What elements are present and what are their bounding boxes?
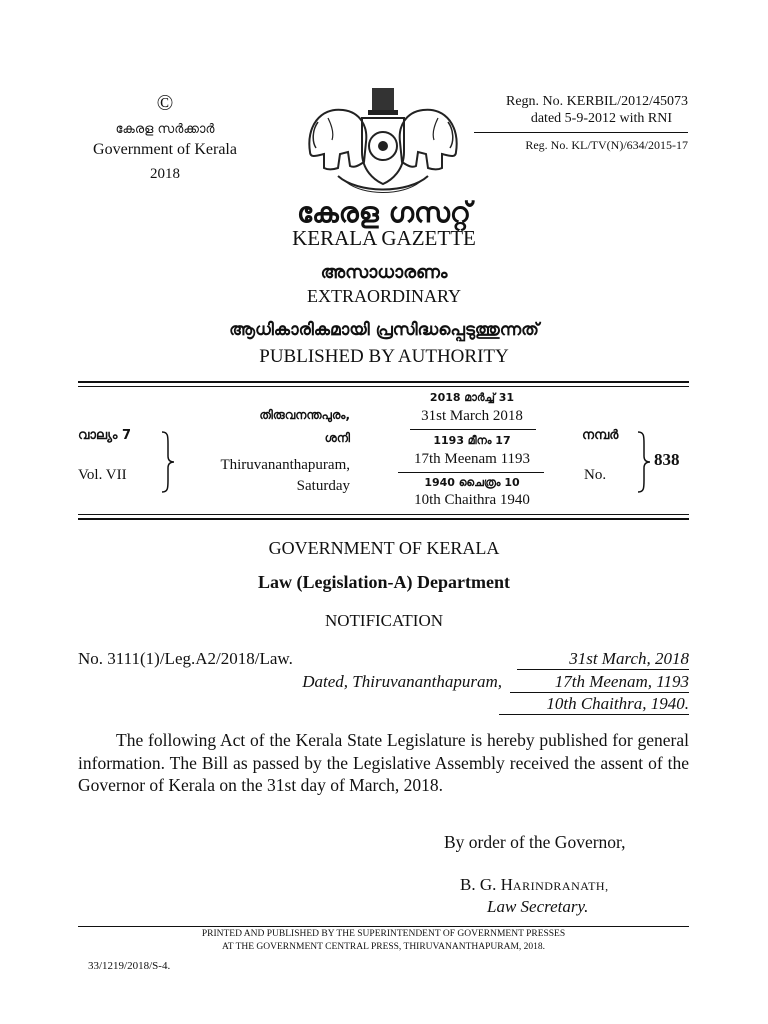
volume-ml: വാല്യം 7 [78, 428, 132, 443]
gazette-title-en: KERALA GAZETTE [292, 226, 476, 250]
header-year: 2018 [150, 166, 180, 182]
notice-type: NOTIFICATION [324, 611, 444, 630]
date-en-2: 17th Meenam 1193 [413, 451, 531, 467]
date-ml-3: 1940 ചൈത്രം 10 [424, 476, 520, 489]
issue-rule-bottom-2 [78, 518, 689, 520]
notice-date-meenam: 17th Meenam, 1193 [554, 672, 689, 691]
number-label-en: No. [584, 467, 607, 483]
footer-printed-1: PRINTED AND PUBLISHED BY THE SUPERINTENDENT OF GOVERNMENT PRESSES [201, 929, 566, 939]
notice-date-rule-3 [499, 714, 689, 715]
notice-date-chaithra: 10th Chaithra, 1940. [546, 694, 689, 713]
notice-date-rule-2 [510, 692, 689, 693]
notice-government: GOVERNMENT OF KERALA [268, 538, 500, 558]
reference-number: No. 3111(1)/Leg.A2/2018/Law. [78, 649, 293, 668]
brace-icon [636, 430, 652, 494]
footer-rule [78, 926, 689, 927]
date-rule-2 [398, 472, 544, 473]
copyright-symbol: © [156, 90, 174, 115]
brace-left [160, 430, 176, 499]
day-en: Saturday [296, 478, 350, 494]
date-en-3: 10th Chaithra 1940 [414, 492, 530, 508]
issue-number: 838 [654, 450, 680, 469]
issue-rule-top-1 [78, 381, 689, 383]
by-order: By order of the Governor, [444, 832, 626, 852]
brace-right [636, 430, 652, 499]
govt-name-en: Government of Kerala [93, 141, 237, 158]
brace-icon [160, 430, 176, 494]
signatory-surname: ARINDRANATH, [512, 879, 609, 893]
gazette-title-ml: കേരള ഗസറ്റ് [296, 196, 472, 229]
date-ml-1: 2018 മാർച്ച് 31 [429, 391, 515, 404]
date-en-1: 31st March 2018 [421, 408, 523, 424]
day-ml: ശനി [324, 431, 350, 445]
issue-rule-top-2 [78, 386, 689, 387]
reg-number: Reg. No. KL/TV(N)/634/2015-17 [525, 138, 688, 152]
regn-line-2: dated 5-9-2012 with RNI [530, 111, 672, 126]
header-rule [474, 132, 688, 133]
issue-rule-bottom-1 [78, 514, 689, 515]
signatory-name [460, 875, 690, 895]
authority-ml: ആധികാരികമായി പ്രസിദ്ധപ്പെടുത്തുന്നത് [229, 320, 539, 340]
signatory-title: Law Secretary. [487, 897, 589, 916]
authority-en: PUBLISHED BY AUTHORITY [259, 346, 509, 367]
extraordinary-ml: അസാധാരണം [320, 262, 448, 283]
signatory-initials: B. G. H [460, 875, 513, 894]
govt-name-ml: കേരള സർക്കാർ [115, 122, 215, 137]
footer-code: 33/1219/2018/S-4. [88, 960, 171, 972]
notice-date: 31st March, 2018 [569, 649, 689, 668]
dated-place: Dated, Thiruvananthapuram, [302, 672, 502, 691]
notice-department: Law (Legislation-A) Department [258, 572, 510, 592]
date-ml-2: 1193 മീനം 17 [433, 434, 511, 447]
number-label-ml: നമ്പർ [582, 428, 619, 443]
footer-printed-2: AT THE GOVERNMENT CENTRAL PRESS, THIRUVANANTHAPURAM, 2018. [221, 942, 546, 952]
notice-date-rule-1 [517, 669, 689, 670]
volume-en: Vol. VII [78, 467, 127, 483]
date-rule-1 [410, 429, 536, 430]
notice-body: The following Act of the Kerala State Legislature is hereby published for general information. The Bill as passed by the Legislative Assembly received the assent of the Governor of Kerala on the 31st day of March, 2018. [78, 730, 689, 795]
extraordinary-en: EXTRAORDINARY [306, 286, 461, 306]
regn-line-1: Regn. No. KERBIL/2012/45073 [506, 94, 688, 109]
place-en: Thiruvananthapuram, [220, 457, 350, 473]
place-ml: തിരുവനന്തപുരം, [259, 408, 350, 422]
